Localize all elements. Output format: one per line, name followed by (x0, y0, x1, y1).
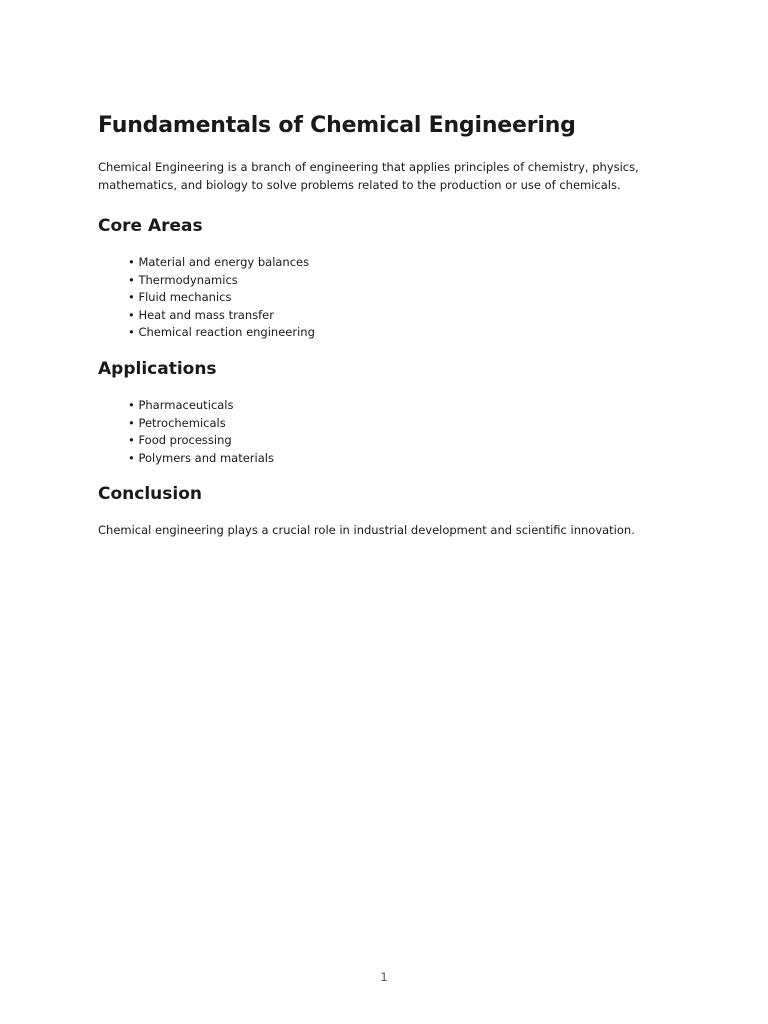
list-item: • Polymers and materials (128, 450, 274, 468)
section-heading-applications: Applications (98, 359, 217, 379)
document-title: Fundamentals of Chemical Engineering (98, 113, 576, 138)
list-item: • Thermodynamics (128, 272, 315, 290)
applications-list (128, 397, 274, 467)
list-item: • Heat and mass transfer (128, 307, 315, 325)
section-heading-core-areas: Core Areas (98, 216, 203, 236)
section-heading-conclusion: Conclusion (98, 484, 202, 504)
core-areas-list (128, 254, 315, 342)
list-item: • Petrochemicals (128, 415, 274, 433)
intro-paragraph: Chemical Engineering is a branch of engineering that applies principles of chemistry, physics, mathematics, and biology to solve problems related to the production or use of chemicals. (98, 160, 639, 192)
page-number: 1 (380, 970, 388, 984)
list-item: • Chemical reaction engineering (128, 324, 315, 342)
list-item: • Food processing (128, 432, 274, 450)
list-item: • Pharmaceuticals (128, 397, 274, 415)
conclusion-paragraph: Chemical engineering plays a crucial role in industrial development and scientific innovation. (98, 523, 635, 537)
list-item: • Material and energy balances (128, 254, 315, 272)
list-item: • Fluid mechanics (128, 289, 315, 307)
